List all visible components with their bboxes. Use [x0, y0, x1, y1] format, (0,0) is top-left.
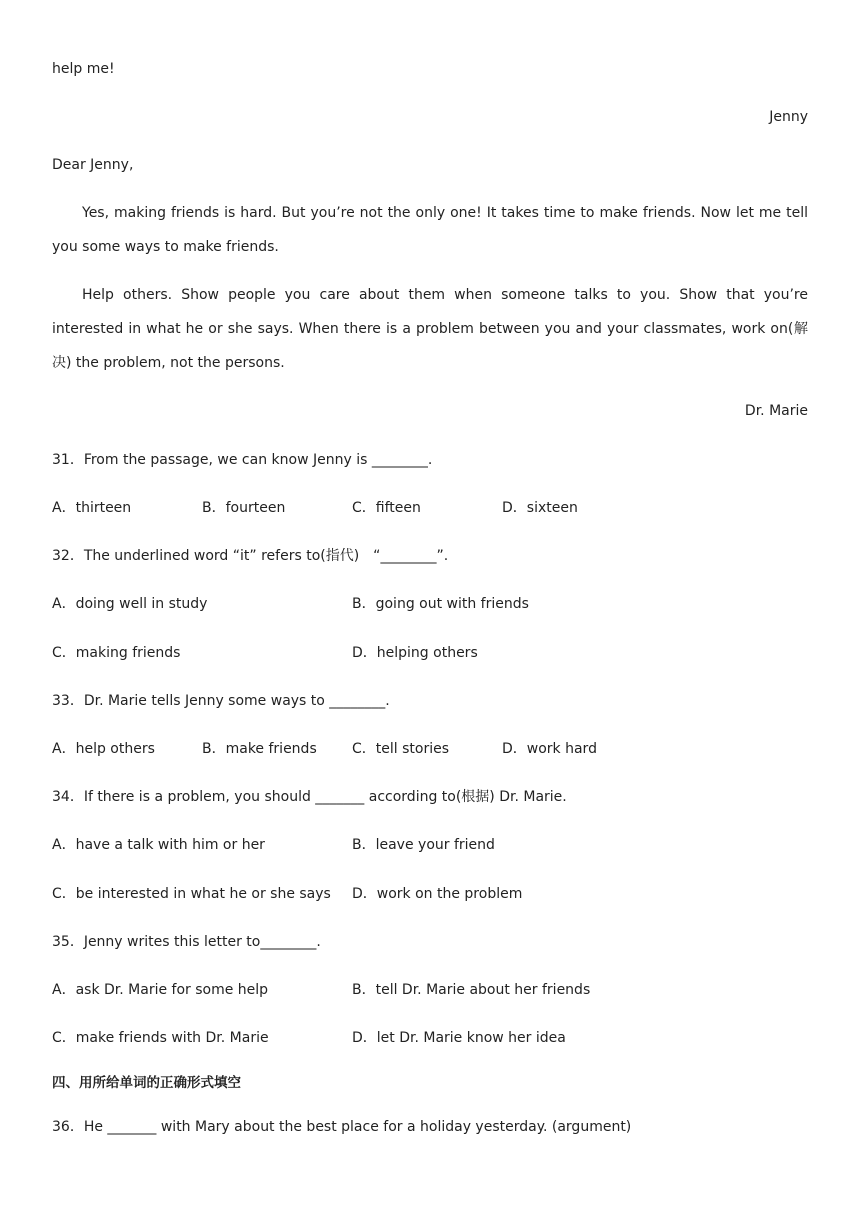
question-32-stem: 32．The underlined word “it” refers to(指代) “________”.	[52, 548, 449, 564]
question-35-option-a: A．ask Dr. Marie for some help	[52, 982, 269, 998]
question-34-option-b: B．leave your friend	[352, 837, 495, 853]
question-31-stem: 31．From the passage, we can know Jenny is ________.	[52, 452, 433, 468]
question-34-stem: 34．If there is a problem, you should _______ according to(根据) Dr. Marie.	[52, 789, 567, 805]
question-31-option-c: C．fifteen	[352, 500, 421, 516]
question-34-option-c: C．be interested in what he or she says	[52, 886, 331, 902]
question-32-option-a: A．doing well in study	[52, 596, 208, 612]
question-32-option-d: D．helping others	[352, 645, 478, 661]
question-33-stem: 33．Dr. Marie tells Jenny some ways to ________.	[52, 693, 390, 709]
question-33-option-a: A．help others	[52, 741, 155, 757]
question-31-option-b: B．fourteen	[202, 500, 286, 516]
question-33-option-c: C．tell stories	[352, 741, 450, 757]
letter-paragraph-2: Help others. Show people you care about them when someone talks to you. Show that you’re interested in what he or she says. When there is a problem between you and your classmates, work on(解决) the problem, not the persons.	[52, 287, 808, 371]
question-31-option-d: D．sixteen	[502, 500, 578, 516]
question-33-option-d: D．work hard	[502, 741, 597, 757]
question-35-option-c: C．make friends with Dr. Marie	[52, 1030, 269, 1046]
question-35-option-d: D．let Dr. Marie know her idea	[352, 1030, 566, 1046]
question-35-stem: 35．Jenny writes this letter to________.	[52, 934, 321, 950]
question-33-option-b: B．make friends	[202, 741, 317, 757]
question-35-option-b: B．tell Dr. Marie about her friends	[352, 982, 591, 998]
section-4-title: 四、用所给单词的正确形式填空	[52, 1075, 241, 1091]
question-34-option-a: A．have a talk with him or her	[52, 837, 265, 853]
signature-jenny: Jenny	[769, 109, 808, 125]
question-32-option-b: B．going out with friends	[352, 596, 529, 612]
letter-intro-tail: help me!	[52, 61, 115, 77]
question-34-option-d: D．work on the problem	[352, 886, 523, 902]
question-32-option-c: C．making friends	[52, 645, 181, 661]
signature-marie: Dr. Marie	[744, 403, 808, 419]
question-36-stem: 36．He _______ with Mary about the best place for a holiday yesterday. (argument)	[52, 1119, 632, 1135]
letter-paragraph-1: Yes, making friends is hard. But you’re not the only one! It takes time to make friends. Now let me tell you some ways to make friends.	[52, 205, 808, 255]
question-31-option-a: A．thirteen	[52, 500, 132, 516]
letter-greeting: Dear Jenny,	[52, 157, 134, 173]
